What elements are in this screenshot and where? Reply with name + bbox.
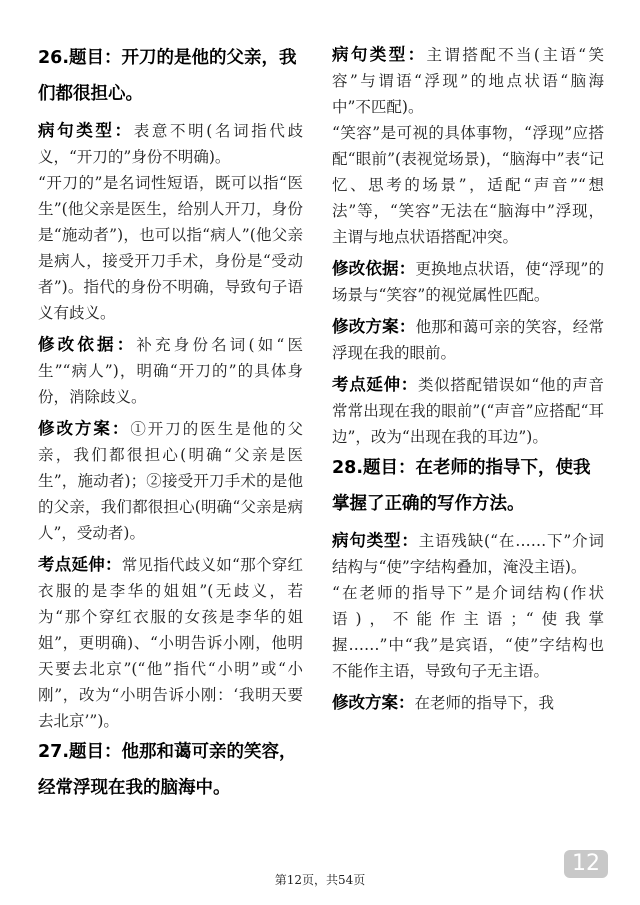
right-column [332,40,604,716]
q26-revision-plan-text: ①开刀的医生是他的父亲，我们都很担心(明确“父亲是医生”，施动者)；②接受开刀手术的是他的父亲，我们都很担心(明确“父亲是病人”，受动者)。 [38,420,303,542]
q28-error-type-detail: “在老师的指导下”是介词结构(作状语)，不能作主语；“使我掌握……”中“我”是宾语，“使”字结构也不能作主语，导致句子无主语。 [332,584,604,680]
q27-extension-label: 考点延伸： [332,375,418,394]
page-footer: 第12页，共54页 [274,873,366,887]
left-column [38,40,303,806]
q28-error-type [332,528,604,580]
q27-revision-basis-label: 修改依据： [332,259,416,278]
q27-revision-basis [332,256,604,308]
q27-extension-text: 类似搭配错误如“他的声音常常出现在我的眼前”(“声音”应搭配“耳边”，改为“出现在我的耳边”)。 [332,376,604,446]
q28-revision-plan-label: 修改方案： [332,693,415,712]
q26-revision-basis-label: 修改依据： [38,335,137,354]
q28-revision-plan-text: 在老师的指导下，我 [414,694,555,712]
q27-error-type-label: 病句类型： [332,45,427,64]
page-number-badge: 12 [564,850,608,878]
q26-revision-basis [38,332,303,410]
q28-revision-plan [332,690,604,716]
q27-extension [332,372,604,450]
q26-extension-label: 考点延伸： [38,555,122,574]
q27-error-type [332,42,604,120]
question-26-title: 26.题目：开刀的是他的父亲，我们都很担心。 [38,48,297,104]
q26-revision-plan [38,416,303,546]
q26-error-type-detail: “开刀的”是名词性短语，既可以指“医生”(他父亲是医生，给别人开刀，身份是“施动者”)，也可以指“病人”(他父亲是病人，接受开刀手术，身份是“受动者”)。指代的身份不明确，导致句子语义有歧义。 [38,174,303,322]
q26-revision-plan-label: 修改方案： [38,419,131,438]
q27-revision-basis-text: 更换地点状语，使“浮现”的场景与“笑容”的视觉属性匹配。 [332,260,605,304]
q27-error-type-text: 主谓搭配不当(主语“笑容”与谓语“浮现”的地点状语“脑海中”不匹配)。 [332,46,604,116]
q26-extension [38,552,303,734]
q28-error-type-label: 病句类型： [332,531,419,550]
q27-revision-plan-text: 他那和蔼可亲的笑容，经常浮现在我的眼前。 [332,318,604,362]
q27-revision-plan [332,314,604,366]
q26-extension-text: 常见指代歧义如“那个穿红衣服的是李华的姐姐”(无歧义，若为“那个穿红衣服的女孩是李华的姐姐”，更明确)、“小明告诉小刚，他明天要去北京”(“他”指代“小明”或“小刚”，改为“小明告诉小刚：‘我明天要去北京’”)。 [38,556,303,730]
q27-error-type-detail: “笑容”是可视的具体事物，“浮现”应搭配“眼前”(表视觉场景)，“脑海中”表“记忆、思考的场景”，适配“声音”“想法”等，“笑容”无法在“脑海中”浮现，主谓与地点状语搭配冲突。 [332,124,604,246]
question-28-title: 28.题目：在老师的指导下，使我掌握了正确的写作方法。 [332,458,591,514]
question-27-title: 27.题目：他那和蔼可亲的笑容，经常浮现在我的脑海中。 [38,742,297,798]
q27-revision-plan-label: 修改方案： [332,317,416,336]
q26-error-type-label: 病句类型： [38,121,134,140]
q28-error-type-text: 主语残缺(“在……下”介词结构与“使”字结构叠加，淹没主语)。 [332,532,604,576]
q26-error-type [38,118,303,170]
q26-error-type-text: 表意不明(名词指代歧义，“开刀的”身份不明确)。 [38,122,303,166]
q26-revision-basis-text: 补充身份名词(如“医生”“病人”)，明确“开刀的”的具体身份，消除歧义。 [38,336,303,406]
